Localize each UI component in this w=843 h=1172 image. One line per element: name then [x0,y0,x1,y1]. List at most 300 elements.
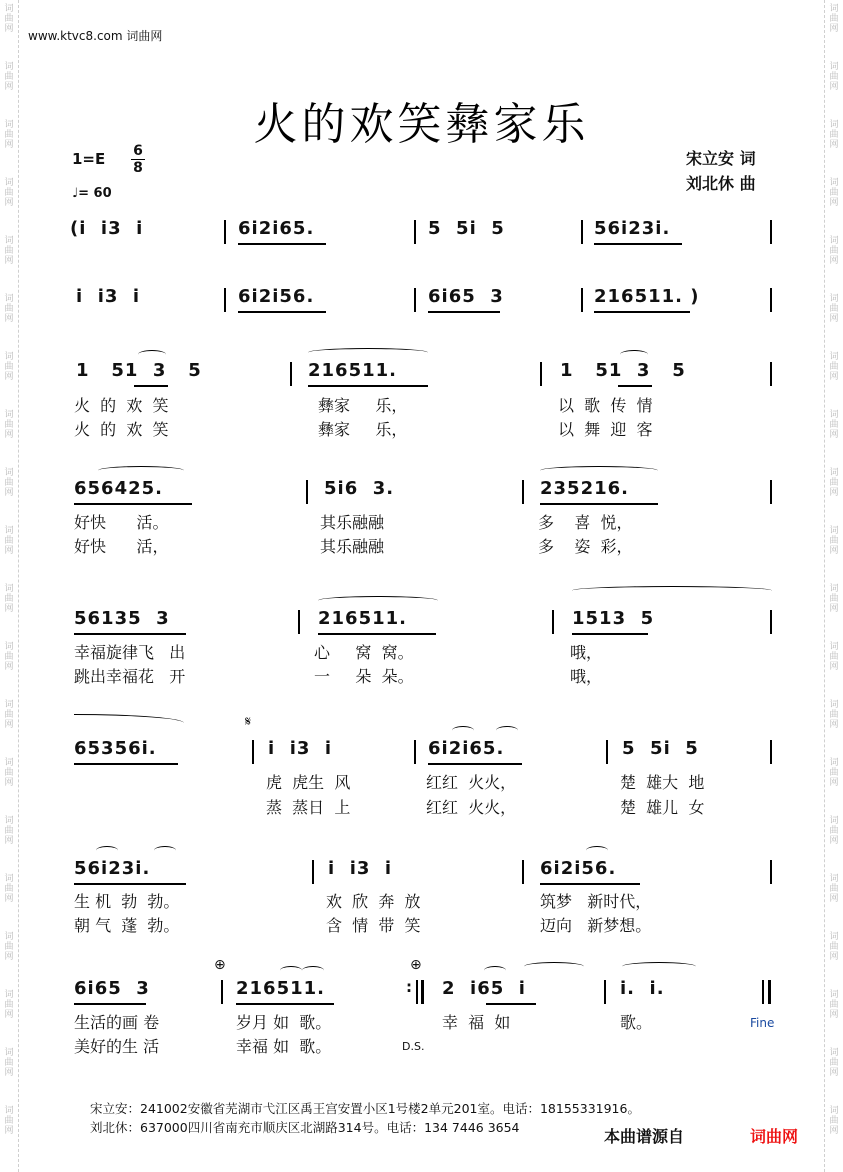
notes-r6-m1: 65356i. [74,738,157,759]
barline [540,362,542,386]
beam [618,385,652,387]
watermark-char: 曲 [4,710,14,720]
lyric-r4-v1-c: 多 喜 悦， [538,513,633,532]
watermark-char: 曲 [4,304,14,314]
watermark-char: 曲 [829,188,839,198]
watermark-char: 网 [4,488,14,498]
watermark-char: 网 [829,546,839,556]
coda-icon: ⊕ [410,957,422,973]
lyric-r4-v1-a: 好快 活。 [74,513,169,532]
watermark-char: 词 [829,816,839,826]
slur [540,466,658,475]
slur [484,966,506,975]
notes-r3-m2: 216511. [308,360,397,381]
slur [302,966,324,975]
watermark-char: 词 [829,990,839,1000]
watermark-char: 曲 [4,1116,14,1126]
watermark-char: 词 [4,642,14,652]
watermark-char: 网 [4,1010,14,1020]
beam [238,311,326,313]
watermark-char: 曲 [4,188,14,198]
notes-r8-m3: 2 i65 i [442,978,526,999]
barline [770,480,772,504]
watermark-char: 曲 [829,884,839,894]
watermark-text [3,294,15,324]
watermark-char: 词 [829,120,839,130]
watermark-text [828,758,840,788]
watermark-char: 词 [829,874,839,884]
lyric-r5-v2-a: 跳出幸福花 开 [74,667,186,686]
slur [452,726,474,735]
watermark-text [828,874,840,904]
watermark-char: 曲 [829,72,839,82]
watermark-char: 网 [829,372,839,382]
notes-r3-m3: 1 51 3 5 [560,360,686,381]
watermark-char: 词 [829,178,839,188]
lyric-r7-v2-a: 朝 气 蓬 勃。 [74,916,180,935]
watermark-text [828,410,840,440]
slur [318,596,438,605]
watermark-char: 词 [829,468,839,478]
lyric-r3-v1-c: 以 歌 传 情 [558,396,653,415]
beam [572,633,648,635]
watermark-char: 词 [829,758,839,768]
lyric-r7-v2-c: 迈向 新梦想。 [540,916,652,935]
watermark-text [828,526,840,556]
notes-r5-m3: 1513 5 [572,608,655,629]
watermark-char: 词 [4,410,14,420]
lyric-r4-v1-b: 其乐融融 [320,513,385,532]
lyric-r8-v1-c: 幸 福 如 [442,1013,511,1032]
notes-r6-m2: i i3 i [268,738,333,759]
watermark-char: 网 [4,1068,14,1078]
watermark-char: 网 [829,256,839,266]
slur [620,350,648,359]
watermark-char: 词 [4,758,14,768]
watermark-char: 曲 [829,362,839,372]
barline [770,860,772,884]
source-label: 本曲谱源自 [604,1127,685,1146]
watermark-char: 曲 [829,304,839,314]
watermark-char: 词 [829,294,839,304]
watermark-text [3,932,15,962]
time-signature-top: 6 [133,143,143,159]
watermark-char: 网 [829,1010,839,1020]
watermark-char: 曲 [4,478,14,488]
slur [308,348,428,357]
notes-r1-m1: (i i3 i [70,218,144,239]
barline [522,860,524,884]
watermark-char: 曲 [829,594,839,604]
beam [540,503,658,505]
lyric-r6-v2-c: 楚 雄儿 女 [620,798,705,817]
watermark-char: 曲 [4,72,14,82]
watermark-char: 网 [829,140,839,150]
barline [221,980,223,1004]
watermark-text [828,178,840,208]
watermark-char: 网 [829,952,839,962]
watermark-char: 网 [4,952,14,962]
notes-r7-m1: 56i23i. [74,858,151,879]
notes-r4-m1: 656425. [74,478,163,499]
beam [428,763,522,765]
watermark-char: 词 [4,816,14,826]
watermark-text [828,294,840,324]
lyric-r7-v1-c: 筑梦 新时代， [540,892,652,911]
watermark-char: 曲 [829,478,839,488]
slur [154,846,176,855]
watermark-text [3,4,15,34]
watermark-text [3,352,15,382]
watermark-char: 词 [4,236,14,246]
watermark-text [3,236,15,266]
watermark-char: 网 [829,836,839,846]
watermark-char: 曲 [4,536,14,546]
beam [74,633,186,635]
beam [308,385,428,387]
beam [236,1003,334,1005]
site-url[interactable]: www.ktvc8.com 词曲网 [28,29,163,43]
watermark-char: 曲 [4,942,14,952]
watermark-char: 网 [4,430,14,440]
notes-r2-m2: 6i2i56. [238,286,315,307]
lyric-r4-v2-a: 好快 活， [74,537,169,556]
watermark-text [3,178,15,208]
tempo-mark [72,186,112,201]
barline [414,288,416,312]
barline [312,860,314,884]
watermark-char: 词 [4,62,14,72]
watermark-text [3,1048,15,1078]
notes-r5-m2: 216511. [318,608,407,629]
watermark-text [828,990,840,1020]
watermark-char: 网 [829,198,839,208]
watermark-char: 曲 [4,246,14,256]
lyricist-credit: 宋立安 词 [686,149,756,168]
watermark-char: 曲 [4,884,14,894]
watermark-char: 网 [4,604,14,614]
barline [290,362,292,386]
watermark-text [3,584,15,614]
watermark-char: 网 [829,604,839,614]
barline [414,220,416,244]
watermark-text [3,526,15,556]
notes-r8-m1: 6i65 3 [74,978,150,999]
watermark-text [828,816,840,846]
watermark-char: 曲 [829,652,839,662]
watermark-char: 词 [4,874,14,884]
watermark-text [828,352,840,382]
watermark-char: 网 [829,314,839,324]
beam [594,243,682,245]
notes-r6-m3: 6i2i65. [428,738,505,759]
watermark-char: 词 [829,236,839,246]
watermark-char: 网 [4,256,14,266]
watermark-text [828,932,840,962]
barline [414,740,416,764]
barline [252,740,254,764]
beam [238,243,326,245]
watermark-char: 曲 [829,710,839,720]
watermark-char: 词 [829,410,839,420]
watermark-text [3,874,15,904]
watermark-char: 网 [4,546,14,556]
watermark-char: 曲 [4,768,14,778]
notes-r1-m3: 5 5i 5 [428,218,505,239]
lyric-r5-v2-b: 一 朵 朵。 [314,667,414,686]
watermark-text [3,410,15,440]
notes-r8-m2: 216511. [236,978,325,999]
coda-icon: ⊕ [214,957,226,973]
watermark-text [828,468,840,498]
watermark-char: 网 [829,82,839,92]
barline [306,480,308,504]
watermark-text [3,816,15,846]
lyric-r3-v2-a: 火 的 欢 笑 [74,420,169,439]
barline [581,288,583,312]
lyric-r8-v1-b: 岁月 如 歌。 [236,1013,332,1032]
watermark-char: 词 [4,990,14,1000]
lyric-r7-v1-b: 欢 欣 奔 放 [326,892,421,911]
watermark-char: 曲 [829,1116,839,1126]
barline [770,220,772,244]
watermark-char: 网 [829,894,839,904]
lyric-r4-v2-b: 其乐融融 [320,537,385,556]
site-logo[interactable]: 词曲网 [750,1127,799,1146]
slur [280,966,302,975]
lyric-r4-v2-c: 多 姿 彩， [538,537,633,556]
watermark-char: 网 [4,314,14,324]
notes-r2-m3: 6i65 3 [428,286,504,307]
barline [770,740,772,764]
lyric-r5-v1-a: 幸福旋律飞 出 [74,643,186,662]
lyric-r6-v2-b: 红红 火火， [426,798,517,817]
lyric-r6-v1-b: 红红 火火， [426,773,517,792]
watermark-char: 网 [829,720,839,730]
barline [298,610,300,634]
watermark-text [3,468,15,498]
watermark-char: 词 [4,468,14,478]
lyric-r8-v2-a: 美好的生 活 [74,1037,160,1056]
watermark-text [828,236,840,266]
song-title: 火的欢笑彝家乐 [253,99,590,150]
beam [134,385,168,387]
lyric-r6-v2-a: 蒸 蒸日 上 [266,798,351,817]
watermark-char: 网 [4,720,14,730]
watermark-char: 曲 [829,14,839,24]
watermark-char: 词 [829,932,839,942]
watermark-char: 网 [4,372,14,382]
lyric-r5-v2-c: 哦， [570,667,603,686]
watermark-char: 词 [4,352,14,362]
barline-thick [421,980,424,1004]
watermark-char: 词 [829,62,839,72]
notes-r1-m4: 56i23i. [594,218,671,239]
barline [416,980,418,1004]
key-signature: 1=E [72,150,106,168]
watermark-char: 曲 [4,826,14,836]
notes-r4-m3: 235216. [540,478,629,499]
final-barline-thick [768,980,771,1004]
slur [586,846,608,855]
beam [74,1003,146,1005]
barline [606,740,608,764]
watermark-char: 词 [829,700,839,710]
notes-r6-m4: 5 5i 5 [622,738,699,759]
watermark-char: 曲 [4,420,14,430]
beam [74,763,178,765]
watermark-text [828,700,840,730]
watermark-char: 网 [4,836,14,846]
lyric-r3-v1-a: 火 的 欢 笑 [74,396,169,415]
watermark-char: 词 [4,584,14,594]
lyricist-contact: 宋立安：241002安徽省芜湖市弋江区禹王宫安置小区1号楼2单元201室。电话：18155331916。 [90,1101,640,1116]
watermark-char: 曲 [829,246,839,256]
watermark-char: 网 [4,894,14,904]
time-signature [130,143,146,176]
watermark-char: 曲 [829,1058,839,1068]
barline [770,288,772,312]
watermark-text [3,700,15,730]
watermark-char: 词 [4,1106,14,1116]
watermark-text [828,584,840,614]
beam [428,311,500,313]
watermark-text [828,1048,840,1078]
composer-contact: 刘北休：637000四川省南充市顺庆区北湖路314号。电话：134 7446 3654 [90,1120,520,1135]
watermark-char: 网 [829,662,839,672]
watermark-char: 词 [4,4,14,14]
notes-r3-m1: 1 51 3 5 [76,360,202,381]
beam [540,883,640,885]
watermark-char: 网 [4,198,14,208]
watermark-char: 曲 [829,942,839,952]
watermark-char: 曲 [829,536,839,546]
barline [224,220,226,244]
slur [496,726,518,735]
lyric-r3-v1-b: 彝家 乐， [318,396,408,415]
beam [486,1003,536,1005]
watermark-char: 网 [4,662,14,672]
watermark-char: 网 [4,82,14,92]
notes-r5-m1: 56135 3 [74,608,170,629]
watermark-char: 词 [829,526,839,536]
watermark-char: 曲 [829,130,839,140]
notes-r4-m2: 5i6 3. [324,478,395,499]
quarter-note-icon: ♩ [72,186,79,201]
lyric-r3-v2-c: 以 舞 迎 客 [558,420,653,439]
watermark-char: 网 [4,24,14,34]
lyric-r8-v1-a: 生活的画 卷 [74,1013,160,1032]
barline [522,480,524,504]
notes-r1-m2: 6i2i65. [238,218,315,239]
watermark-char: 词 [4,120,14,130]
beam [318,633,436,635]
watermark-text [828,1106,840,1136]
watermark-char: 曲 [4,1000,14,1010]
watermark-char: 曲 [4,14,14,24]
watermark-char: 曲 [4,652,14,662]
watermark-text [828,642,840,672]
watermark-char: 网 [829,778,839,788]
composer-credit: 刘北休 曲 [686,174,756,193]
notes-r7-m2: i i3 i [328,858,393,879]
watermark-char: 网 [4,1126,14,1136]
slur [96,846,118,855]
barline [581,220,583,244]
notes-r7-m3: 6i2i56. [540,858,617,879]
beam [74,503,192,505]
watermark-char: 词 [829,4,839,14]
tie [622,962,696,971]
watermark-char: 词 [829,352,839,362]
lyric-r6-v1-c: 楚 雄大 地 [620,773,705,792]
lyric-r3-v2-b: 彝家 乐， [318,420,408,439]
watermark-char: 词 [829,1048,839,1058]
watermark-char: 曲 [829,768,839,778]
watermark-char: 词 [4,294,14,304]
slur [98,466,184,475]
notes-r2-m1: i i3 i [76,286,141,307]
watermark-text [3,990,15,1020]
watermark-char: 曲 [4,362,14,372]
watermark-char: 词 [4,932,14,942]
watermark-char: 网 [829,488,839,498]
watermark-char: 词 [4,178,14,188]
watermark-char: 网 [829,1068,839,1078]
tie-long [572,586,772,595]
watermark-char: 曲 [4,594,14,604]
watermark-char: 网 [4,778,14,788]
watermark-text [828,4,840,34]
barline [224,288,226,312]
tempo-value: = 60 [78,186,112,201]
barline [770,362,772,386]
watermark-text [3,758,15,788]
watermark-char: 词 [829,584,839,594]
watermark-char: 曲 [829,1000,839,1010]
repeat-sign-icon: : [406,978,413,996]
watermark-char: 曲 [4,1058,14,1068]
watermark-char: 网 [829,1126,839,1136]
lyric-r5-v1-b: 心 窝 窝。 [314,643,414,662]
watermark-char: 曲 [829,826,839,836]
lyric-r8-v2-b: 幸福 如 歌。 [236,1037,332,1056]
final-barline-thin [762,980,764,1004]
notes-r8-m4: i. i. [620,978,665,999]
watermark-char: 词 [4,526,14,536]
watermark-char: 词 [829,642,839,652]
tie [524,962,584,971]
time-signature-bottom: 8 [133,160,143,176]
watermark-char: 词 [4,700,14,710]
lyric-r8-v1-d: 歌。 [620,1013,653,1032]
watermark-char: 词 [829,1106,839,1116]
slur [138,350,166,359]
watermark-char: 网 [829,24,839,34]
lyric-r7-v2-b: 含 情 带 笑 [326,916,421,935]
barline [770,610,772,634]
watermark-char: 曲 [829,420,839,430]
watermark-char: 曲 [4,130,14,140]
segno-icon: 𝄋 [245,714,252,730]
watermark-text [3,1106,15,1136]
notes-r2-m4: 216511. ) [594,286,700,307]
watermark-char: 网 [829,430,839,440]
lyric-r6-v1-a: 虎 虎生 风 [266,773,351,792]
barline [604,980,606,1004]
watermark-char: 词 [4,1048,14,1058]
dal-segno-mark: D.S. [402,1040,425,1053]
